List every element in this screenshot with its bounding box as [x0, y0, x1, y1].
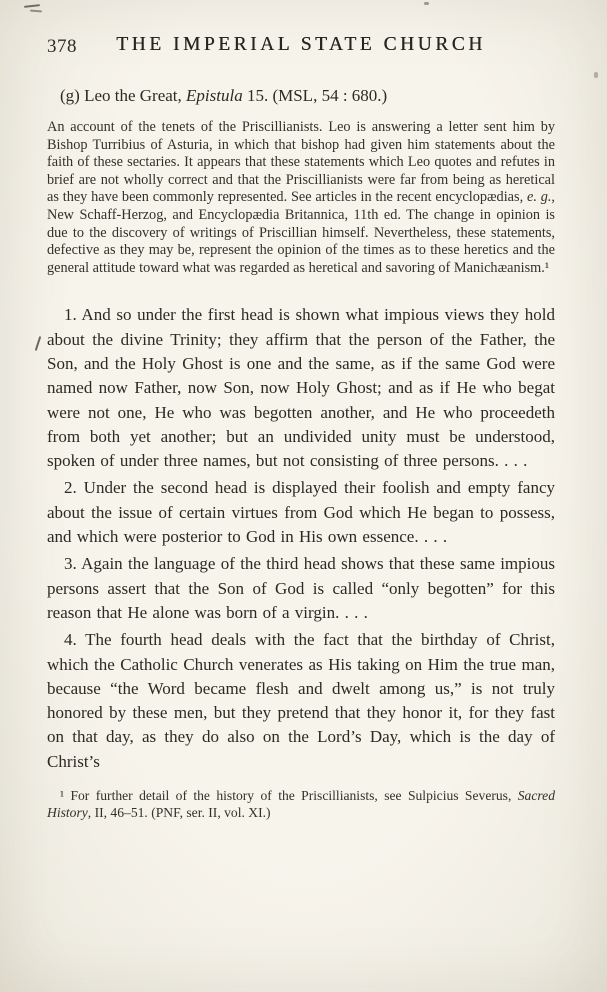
- footnote-text: ¹ For further detail of the history of the Priscillianists, see Sulpicius Severus,: [60, 787, 518, 803]
- scan-artifact: [35, 336, 42, 351]
- paragraph-2: 2. Under the second head is displayed their foolish and empty fancy about the issue of certain virtues from God which He began to possess, and which were posterior to God in His own essence. . . .: [47, 478, 555, 547]
- section-heading-prefix: (g) Leo the Great,: [60, 86, 187, 105]
- footnote: [47, 787, 555, 821]
- section-heading: [47, 86, 555, 106]
- footnote-work-title: Sacred History: [47, 787, 555, 820]
- introductory-note-italic: e. g.: [526, 189, 552, 206]
- paragraph-4: 4. The fourth head deals with the fact that the birthday of Christ, which the Catholic Church venerates as His taking on Him the true man, because “the Word became flesh and dwelt among us,” is not truly honored by these men, but they pretend that they honor it, for they fast on that day, as they do also on the Lord’s Day, which is the day of Christ’s: [47, 630, 555, 771]
- section-heading-citation: 15. (MSL, 54 : 680.): [242, 86, 388, 105]
- scan-artifact: [24, 4, 40, 8]
- footnote-citation: , II, 46–51. (PNF, ser. II, vol. XI.): [87, 804, 271, 820]
- introductory-note: [47, 119, 555, 277]
- paragraph-1: 1. And so under the first head is shown what impious views they hold about the divine Trinity; they affirm that the person of the Father, the Son, and the Holy Ghost is one and the same, as if the same God were named now Father, now Son, now Holy Ghost; and as if He who begat were not one, He who was begotten another, and He who proceedeth from both yet another; but an undivided unity must be understood, spoken of under three names, but not consisting of three persons. . . .: [47, 305, 555, 471]
- introductory-note-text: , New Schaff-Herzog, and Encyclopædia Britannica, 11th ed. The change in opinion is due to the discovery of writings of Priscillian himself. Nevertheless, these statements, defective as they may be, represent the opinion of the times as to these heretics and the general attitude toward what was regarded as heretical and savoring of Manichæanism.¹: [47, 189, 555, 276]
- running-title: THE IMPERIAL STATE CHURCH: [116, 34, 486, 55]
- page-header: [47, 34, 555, 60]
- scan-artifact: [30, 10, 42, 13]
- section-heading-work-title: Epistula: [186, 86, 243, 105]
- page-number: 378: [47, 36, 77, 57]
- introductory-note-text: An account of the tenets of the Priscillianists. Leo is answering a letter sent him by Bishop Turribius of Asturia, in which that bishop had given him statements about the faith of these sectaries. It appears that these statements which Leo quotes and refutes in brief are not wholly correct and that the Priscillianists were far from being as heretical as they have been commonly represented. See articles in the recent encyclopædias,: [47, 119, 555, 206]
- paragraph-3: 3. Again the language of the third head shows that these same impious persons assert that the Son of God is called “only begotten” for this reason that He alone was born of a virgin. . . .: [47, 554, 555, 622]
- scan-artifact: [424, 2, 429, 5]
- scan-artifact: [594, 72, 598, 78]
- main-text: [47, 303, 555, 774]
